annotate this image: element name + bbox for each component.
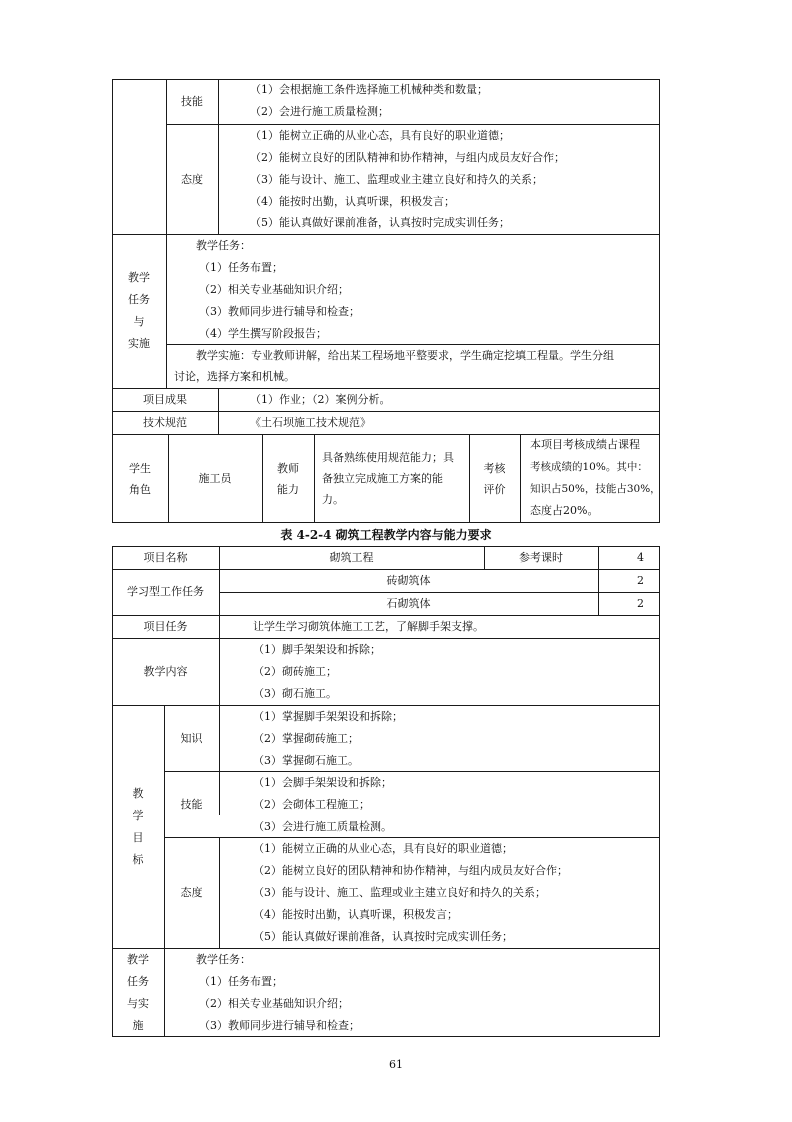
skill-label: 技能 [180,798,203,811]
standard-label: 技术规范 [143,416,187,429]
ability-value: 具备熟练使用规范能力；具 [322,451,454,464]
assess-value: 本项目考核成绩占课程 [530,438,640,451]
teaching-label: 与实 [127,997,149,1010]
project-name-value: 砌筑工程 [329,551,374,564]
attitude-label: 态度 [181,173,203,186]
page-number: 61 [389,1058,403,1071]
attitude-item: （5）能认真做好课前准备，认真按时完成实训任务； [253,930,513,943]
standard-value: 《土石坝施工技术规范》 [250,416,371,429]
table-title: 表 4-2-4 砌筑工程教学内容与能力要求 [280,528,492,542]
hours-label: 参考课时 [519,551,563,564]
role-label: 角色 [129,483,151,496]
skill-label: 技能 [181,95,203,108]
teaching-label: 与 [133,315,145,328]
skill-item: （2）会进行施工质量检测； [250,105,389,118]
skill-item: （2）会砌体工程施工； [253,798,370,811]
teaching-impl: 讨论，选择方案和机械。 [174,370,295,383]
teaching-label: 实施 [128,337,150,350]
teaching-task: （1）任务布置； [199,261,283,274]
ability-value: 备独立完成施工方案的能 [322,472,443,485]
teaching-task-title: 教学任务： [196,239,251,252]
assess-value: 态度占20%。 [530,504,599,517]
content-label: 教学内容 [143,665,188,678]
attitude-label: 态度 [180,886,203,899]
teaching-label: 施 [132,1019,144,1032]
role-value: 施工员 [198,472,232,485]
ability-label: 能力 [277,483,299,496]
teaching-impl: 教学实施：专业教师讲解，给出某工程场地平整要求，学生确定挖填工程量。学生分组 [196,349,614,362]
assess-value: 知识占50%，技能占30%， [530,483,661,495]
goal-label: 教 [132,787,144,800]
attitude-item: （2）能树立良好的团队精神和协作精神，与组内成员友好合作； [250,151,565,164]
ability-value: 力。 [322,493,344,506]
teaching-task: （1）任务布置； [199,975,283,988]
content-item: （2）砌砖施工； [253,665,337,678]
result-value: （1）作业；（2）案例分析。 [250,393,391,406]
teaching-task: （2）相关专业基础知识介绍； [199,283,349,296]
ability-label: 教师 [277,462,299,475]
teaching-task: （4）学生撰写阶段报告； [199,327,327,340]
teaching-label: 教学 [127,953,149,966]
teaching-label: 任务 [128,293,150,306]
goal-label: 学 [132,809,144,822]
attitude-item: （5）能认真做好课前准备，认真按时完成实训任务； [250,216,510,229]
teaching-task: （3）教师同步进行辅导和检查； [199,305,360,318]
content-item: （3）砌石施工。 [253,687,337,700]
skill-item: （1）会脚手架架设和拆除； [253,776,392,789]
task-hours: 2 [637,574,644,587]
skill-item: （3）会进行施工质量检测。 [253,820,392,833]
goal-label: 目 [132,831,144,844]
task-name: 石砌筑体 [386,597,431,610]
role-label: 学生 [129,462,151,475]
attitude-item: （3）能与设计、施工、监理或业主建立良好和持久的关系； [253,886,546,899]
assess-value: 考核成绩的10%。其中： [530,461,648,473]
attitude-item: （2）能树立良好的团队精神和协作精神，与组内成员友好合作； [253,864,568,877]
goal-label: 标 [132,853,144,866]
attitude-item: （4）能按时出勤，认真听课，积极发言； [250,195,455,208]
attitude-item: （4）能按时出勤，认真听课，积极发言； [253,908,458,921]
result-label: 项目成果 [143,393,187,406]
attitude-item: （1）能树立正确的从业心态，具有良好的职业道德； [253,842,513,855]
content-item: （1）脚手架架设和拆除； [253,643,381,656]
knowledge-label: 知识 [180,732,203,745]
knowledge-item: （2）掌握砌砖施工； [253,732,359,745]
task-name: 砖砌筑体 [386,574,431,587]
project-task-value: 让学生学习砌筑体施工工艺，了解脚手架支撑。 [253,620,484,633]
teaching-task-title: 教学任务： [196,953,251,966]
attitude-item: （3）能与设计、施工、监理或业主建立良好和持久的关系； [250,173,543,186]
knowledge-item: （3）掌握砌石施工。 [253,754,359,767]
hours-value: 4 [637,551,644,564]
project-name-label: 项目名称 [143,551,188,564]
assess-label: 考核 [483,462,506,475]
assess-label: 评价 [483,483,506,496]
teaching-label: 任务 [127,975,149,988]
knowledge-item: （1）掌握脚手架架设和拆除； [253,710,403,723]
tasks-label: 学习型工作任务 [127,585,204,598]
teaching-label: 教学 [128,271,150,284]
task-hours: 2 [637,597,644,610]
teaching-task: （2）相关专业基础知识介绍； [199,997,349,1010]
project-task-label: 项目任务 [143,620,188,633]
skill-item: （1）会根据施工条件选择施工机械种类和数量； [250,83,488,96]
attitude-item: （1）能树立正确的从业心态，具有良好的职业道德； [250,129,510,142]
teaching-task: （3）教师同步进行辅导和检查； [199,1019,360,1032]
